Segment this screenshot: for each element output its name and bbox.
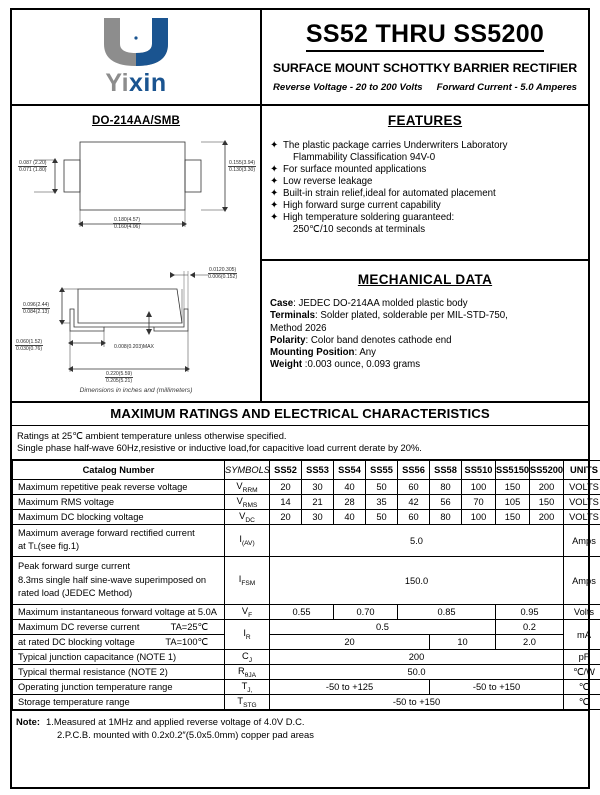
data-cell: -50 to +125 (270, 680, 430, 695)
table-row (13, 635, 600, 650)
data-cell: 200 (530, 480, 564, 495)
ratings-table (12, 460, 600, 710)
features-list (270, 140, 580, 235)
features-title: FEATURES (387, 113, 463, 128)
row-label: Maximum DC reverse current TA=25℃ (13, 620, 225, 635)
row-unit: VOLTS (564, 480, 600, 495)
dim-value-bottom: 0.130(3.30) (229, 167, 256, 174)
data-cell: 40 (334, 510, 366, 525)
part-number-header: SS58 (430, 461, 462, 480)
conditions-line-1: Ratings at 25℃ ambient temperature unless otherwise specified. (17, 430, 287, 441)
conditions-line-2: Single phase half-wave 60Hz,resistive or inductive load,for capacitive load current derate by 20%. (17, 442, 422, 453)
notes-section (12, 710, 588, 787)
data-cell: 42 (398, 495, 430, 510)
row-unit: Volts (564, 605, 600, 620)
header-titles (262, 10, 588, 104)
row-label: Typical junction capacitance (NOTE 1) (13, 650, 225, 665)
data-cell: 50 (366, 510, 398, 525)
units-header: UNITS (564, 461, 600, 480)
feature-subtext: Flammability Classification 94V-0 (293, 151, 436, 163)
dim-side-thickness (208, 267, 237, 280)
dim-side-length (105, 371, 133, 384)
logo-word-xin: xin (129, 69, 167, 97)
mechanical-title: MECHANICAL DATA (357, 272, 493, 287)
bullet-icon: ✦ (270, 140, 279, 151)
mechanical-row (270, 310, 580, 322)
row-unit: VOLTS (564, 495, 600, 510)
mechanical-label: Case (270, 298, 294, 309)
part-number-header: SS5200 (530, 461, 564, 480)
part-number-header: SS510 (462, 461, 496, 480)
row-label: Peak forward surge current 8.3ms single half sine-wave superimposed on rated load (JEDEC Method) (13, 557, 225, 605)
catalog-number-header: Catalog Number (13, 461, 225, 480)
dim-top-width (113, 217, 141, 230)
row-label: Maximum instantaneous forward voltage at 5.0A (13, 605, 225, 620)
data-cell: 21 (302, 495, 334, 510)
spec-reverse-voltage: Reverse Voltage - 20 to 200 Volts (272, 82, 423, 93)
part-number-header: SS5150 (496, 461, 530, 480)
feature-subtext: 250℃/10 seconds at terminals (293, 223, 426, 235)
data-cell: 200 (270, 650, 564, 665)
data-cell: 100 (462, 510, 496, 525)
dim-top-right-height (228, 160, 256, 173)
info-panel (262, 106, 588, 401)
data-cell: 150 (530, 495, 564, 510)
data-cell: 0.95 (496, 605, 564, 620)
data-cell: 150.0 (270, 557, 564, 605)
row-label: Maximum RMS voltage (13, 495, 225, 510)
feature-item (270, 188, 580, 200)
part-number-header: SS56 (398, 461, 430, 480)
data-cell: 40 (334, 480, 366, 495)
table-row (13, 695, 600, 710)
mechanical-list (270, 298, 580, 372)
feature-text: Built-in strain relief,ideal for automated placement (283, 187, 496, 199)
dim-value-top: 0.180(4.57) (114, 217, 141, 223)
logo-word-yi: Yi (105, 69, 130, 97)
logo-u-icon (98, 16, 174, 68)
table-row (13, 480, 600, 495)
logo-wordmark (105, 69, 166, 98)
row-symbol: $I_R$ (225, 620, 270, 650)
row-label: Maximum DC blocking voltage (13, 510, 225, 525)
dim-top-left-height (18, 160, 47, 173)
dim-value-top: 0.060(1.52) (16, 339, 43, 345)
data-cell: 14 (270, 495, 302, 510)
row-symbol: $I_{(AV)}$ (225, 525, 270, 557)
bullet-icon: ✦ (270, 212, 279, 224)
data-cell: 30 (302, 510, 334, 525)
table-row (13, 680, 600, 695)
row-label: Typical thermal resistance (NOTE 2) (13, 665, 225, 680)
part-number-header: SS54 (334, 461, 366, 480)
ratings-title: MAXIMUM RATINGS AND ELECTRICAL CHARACTERISTICS (12, 403, 588, 426)
mechanical-value: : Any (354, 347, 377, 359)
bullet-icon: ✦ (270, 163, 279, 175)
row-label: Storage temperature range (13, 695, 225, 710)
row-symbol: $V_{RMS}$ (225, 495, 270, 510)
data-cell: 80 (430, 510, 462, 525)
data-cell: 150 (496, 480, 530, 495)
row-label: Operating junction temperature range (13, 680, 225, 695)
data-cell: 20 (270, 635, 430, 650)
dim-value-top: 0.155(3.94) (229, 160, 256, 166)
dim-side-foot (15, 339, 43, 352)
symbols-header: SYMBOLS (225, 461, 270, 480)
part-number-header: SS52 (270, 461, 302, 480)
data-cell: 56 (430, 495, 462, 510)
dim-value-bottom: 0.205(5.21) (106, 378, 133, 385)
mechanical-row (270, 335, 580, 347)
mechanical-label: Polarity (270, 334, 306, 346)
row-symbol: $V_{RRM}$ (225, 480, 270, 495)
data-cell: -50 to +150 (270, 695, 564, 710)
mechanical-section (262, 261, 588, 401)
page-frame (10, 8, 599, 789)
data-cell: 200 (530, 510, 564, 525)
row-unit: mA (564, 620, 600, 650)
mechanical-value: : Color band denotes cathode end (305, 334, 452, 346)
mechanical-row (270, 347, 580, 359)
row-unit: Amps (564, 557, 600, 605)
table-row (13, 557, 600, 605)
part-number-header: SS55 (366, 461, 398, 480)
data-cell: 30 (302, 480, 334, 495)
row-unit: VOLTS (564, 510, 600, 525)
feature-text: The plastic package carries Underwriters Laboratory (283, 140, 508, 151)
row-unit: ℃ (564, 695, 600, 710)
mechanical-label: Mounting Position (270, 347, 355, 359)
row-symbol: $V_F$ (225, 605, 270, 620)
dim-value-bottom: 0.030(0.76) (16, 346, 43, 353)
data-cell: 0.5 (270, 620, 496, 635)
bullet-icon: ✦ (270, 175, 279, 187)
feature-item (270, 212, 580, 235)
data-cell: 150 (496, 510, 530, 525)
dim-value-bottom: 0.006(0.152) (208, 274, 238, 281)
dim-side-height (22, 302, 50, 315)
note-1: 1.Measured at 1MHz and applied reverse voltage of 4.0V D.C. (46, 716, 305, 727)
company-logo (12, 10, 262, 104)
feature-item (270, 164, 580, 176)
data-cell: 60 (398, 480, 430, 495)
mechanical-value: :0.003 ounce, 0.093 grams (302, 359, 421, 371)
data-cell: -50 to +150 (430, 680, 564, 695)
table-row (13, 620, 600, 635)
dim-value-bottom: 0.071 (1.80) (19, 167, 47, 174)
data-cell: 0.2 (496, 620, 564, 635)
page-title: SS52 THRU SS5200 (306, 20, 544, 52)
row-symbol: $I_{FSM}$ (225, 557, 270, 605)
table-row (13, 665, 600, 680)
mechanical-label: Terminals (270, 310, 316, 322)
feature-text: High temperature soldering guaranteed: (283, 212, 455, 224)
dim-value-top: 0.096(2.44) (23, 302, 50, 308)
data-cell: 50 (366, 480, 398, 495)
data-cell: 28 (334, 495, 366, 510)
ratings-conditions (12, 426, 588, 460)
data-cell: 105 (496, 495, 530, 510)
part-number-header: SS53 (302, 461, 334, 480)
data-cell: 50.0 (270, 665, 564, 680)
row-symbol: $R_{\theta JA}$ (225, 665, 270, 680)
row-label: at rated DC blocking voltage TA=100℃ (13, 635, 225, 650)
table-header-row (13, 461, 600, 480)
feature-text: Low reverse leakage (283, 175, 373, 187)
feature-text: For surface mounted applications (283, 163, 427, 175)
dimension-note: Dimensions in inches and (millimeters) (79, 387, 193, 394)
mechanical-value: Method 2026 (270, 322, 327, 334)
data-cell: 60 (398, 510, 430, 525)
header-specs (273, 82, 577, 93)
mechanical-value: : JEDEC DO-214AA molded plastic body (293, 298, 468, 309)
notes-label: Note: (16, 716, 40, 727)
page-subtitle: SURFACE MOUNT SCHOTTKY BARRIER RECTIFIER (272, 61, 578, 75)
row-symbol: $T_{STG}$ (225, 695, 270, 710)
row-symbol: $V_{DC}$ (225, 510, 270, 525)
feature-item (270, 176, 580, 188)
dim-value-top: 0.0120.305) (209, 267, 237, 273)
table-row (13, 605, 600, 620)
features-section (262, 106, 588, 261)
package-top-view (12, 132, 262, 252)
dim-value-bottom: 0.084(2.13) (23, 309, 50, 316)
data-cell: 35 (366, 495, 398, 510)
header (12, 10, 588, 106)
data-cell: 5.0 (270, 525, 564, 557)
row-label: Maximum average forward rectified current at TL(see fig.1) (13, 525, 225, 557)
row-unit: ℃ (564, 680, 600, 695)
data-cell: 20 (270, 510, 302, 525)
dim-side-gap: 0.008(0.203)MAX (114, 344, 154, 350)
note-2: 2.P.C.B. mounted with 0.2x0.2″(5.0x5.0mm) copper pad areas (57, 728, 314, 740)
mechanical-row (270, 323, 580, 335)
data-cell: 70 (462, 495, 496, 510)
mechanical-value: : Solder plated, solderable per MIL-STD-750, (315, 310, 508, 322)
data-cell: 0.70 (334, 605, 398, 620)
row-symbol: $T_{J,}$ (225, 680, 270, 695)
dim-value-bottom: 0.160(4.06) (114, 224, 141, 231)
row-symbol: $C_J$ (225, 650, 270, 665)
row-label: Maximum repetitive peak reverse voltage (13, 480, 225, 495)
table-row (13, 495, 600, 510)
data-cell: 20 (270, 480, 302, 495)
ratings-table-body (13, 461, 600, 710)
package-drawing-panel (12, 106, 262, 401)
row-unit: ℃/W (564, 665, 600, 680)
mechanical-row (270, 359, 580, 371)
table-row (13, 525, 600, 557)
data-cell: 2.0 (496, 635, 564, 650)
mechanical-label: Weight (270, 359, 303, 371)
feature-item (270, 140, 580, 163)
dim-value-top: 0.087 (2.20) (19, 160, 47, 166)
data-cell: 100 (462, 480, 496, 495)
row-unit: pF (564, 650, 600, 665)
data-cell: 0.55 (270, 605, 334, 620)
data-cell: 0.85 (398, 605, 496, 620)
mechanical-row (270, 298, 580, 310)
data-cell: 80 (430, 480, 462, 495)
dim-value-top: 0.220(5.59) (106, 371, 133, 377)
data-cell: 10 (430, 635, 496, 650)
middle-section (12, 106, 588, 403)
feature-text: High forward surge current capability (283, 199, 441, 211)
feature-item (270, 200, 580, 212)
row-unit: Amps (564, 525, 600, 557)
bullet-icon: ✦ (270, 199, 279, 211)
table-row (13, 650, 600, 665)
bullet-icon: ✦ (270, 187, 279, 199)
package-title: DO-214AA/SMB (91, 115, 181, 127)
spec-forward-current: Forward Current - 5.0 Amperes (436, 82, 578, 93)
table-row (13, 510, 600, 525)
